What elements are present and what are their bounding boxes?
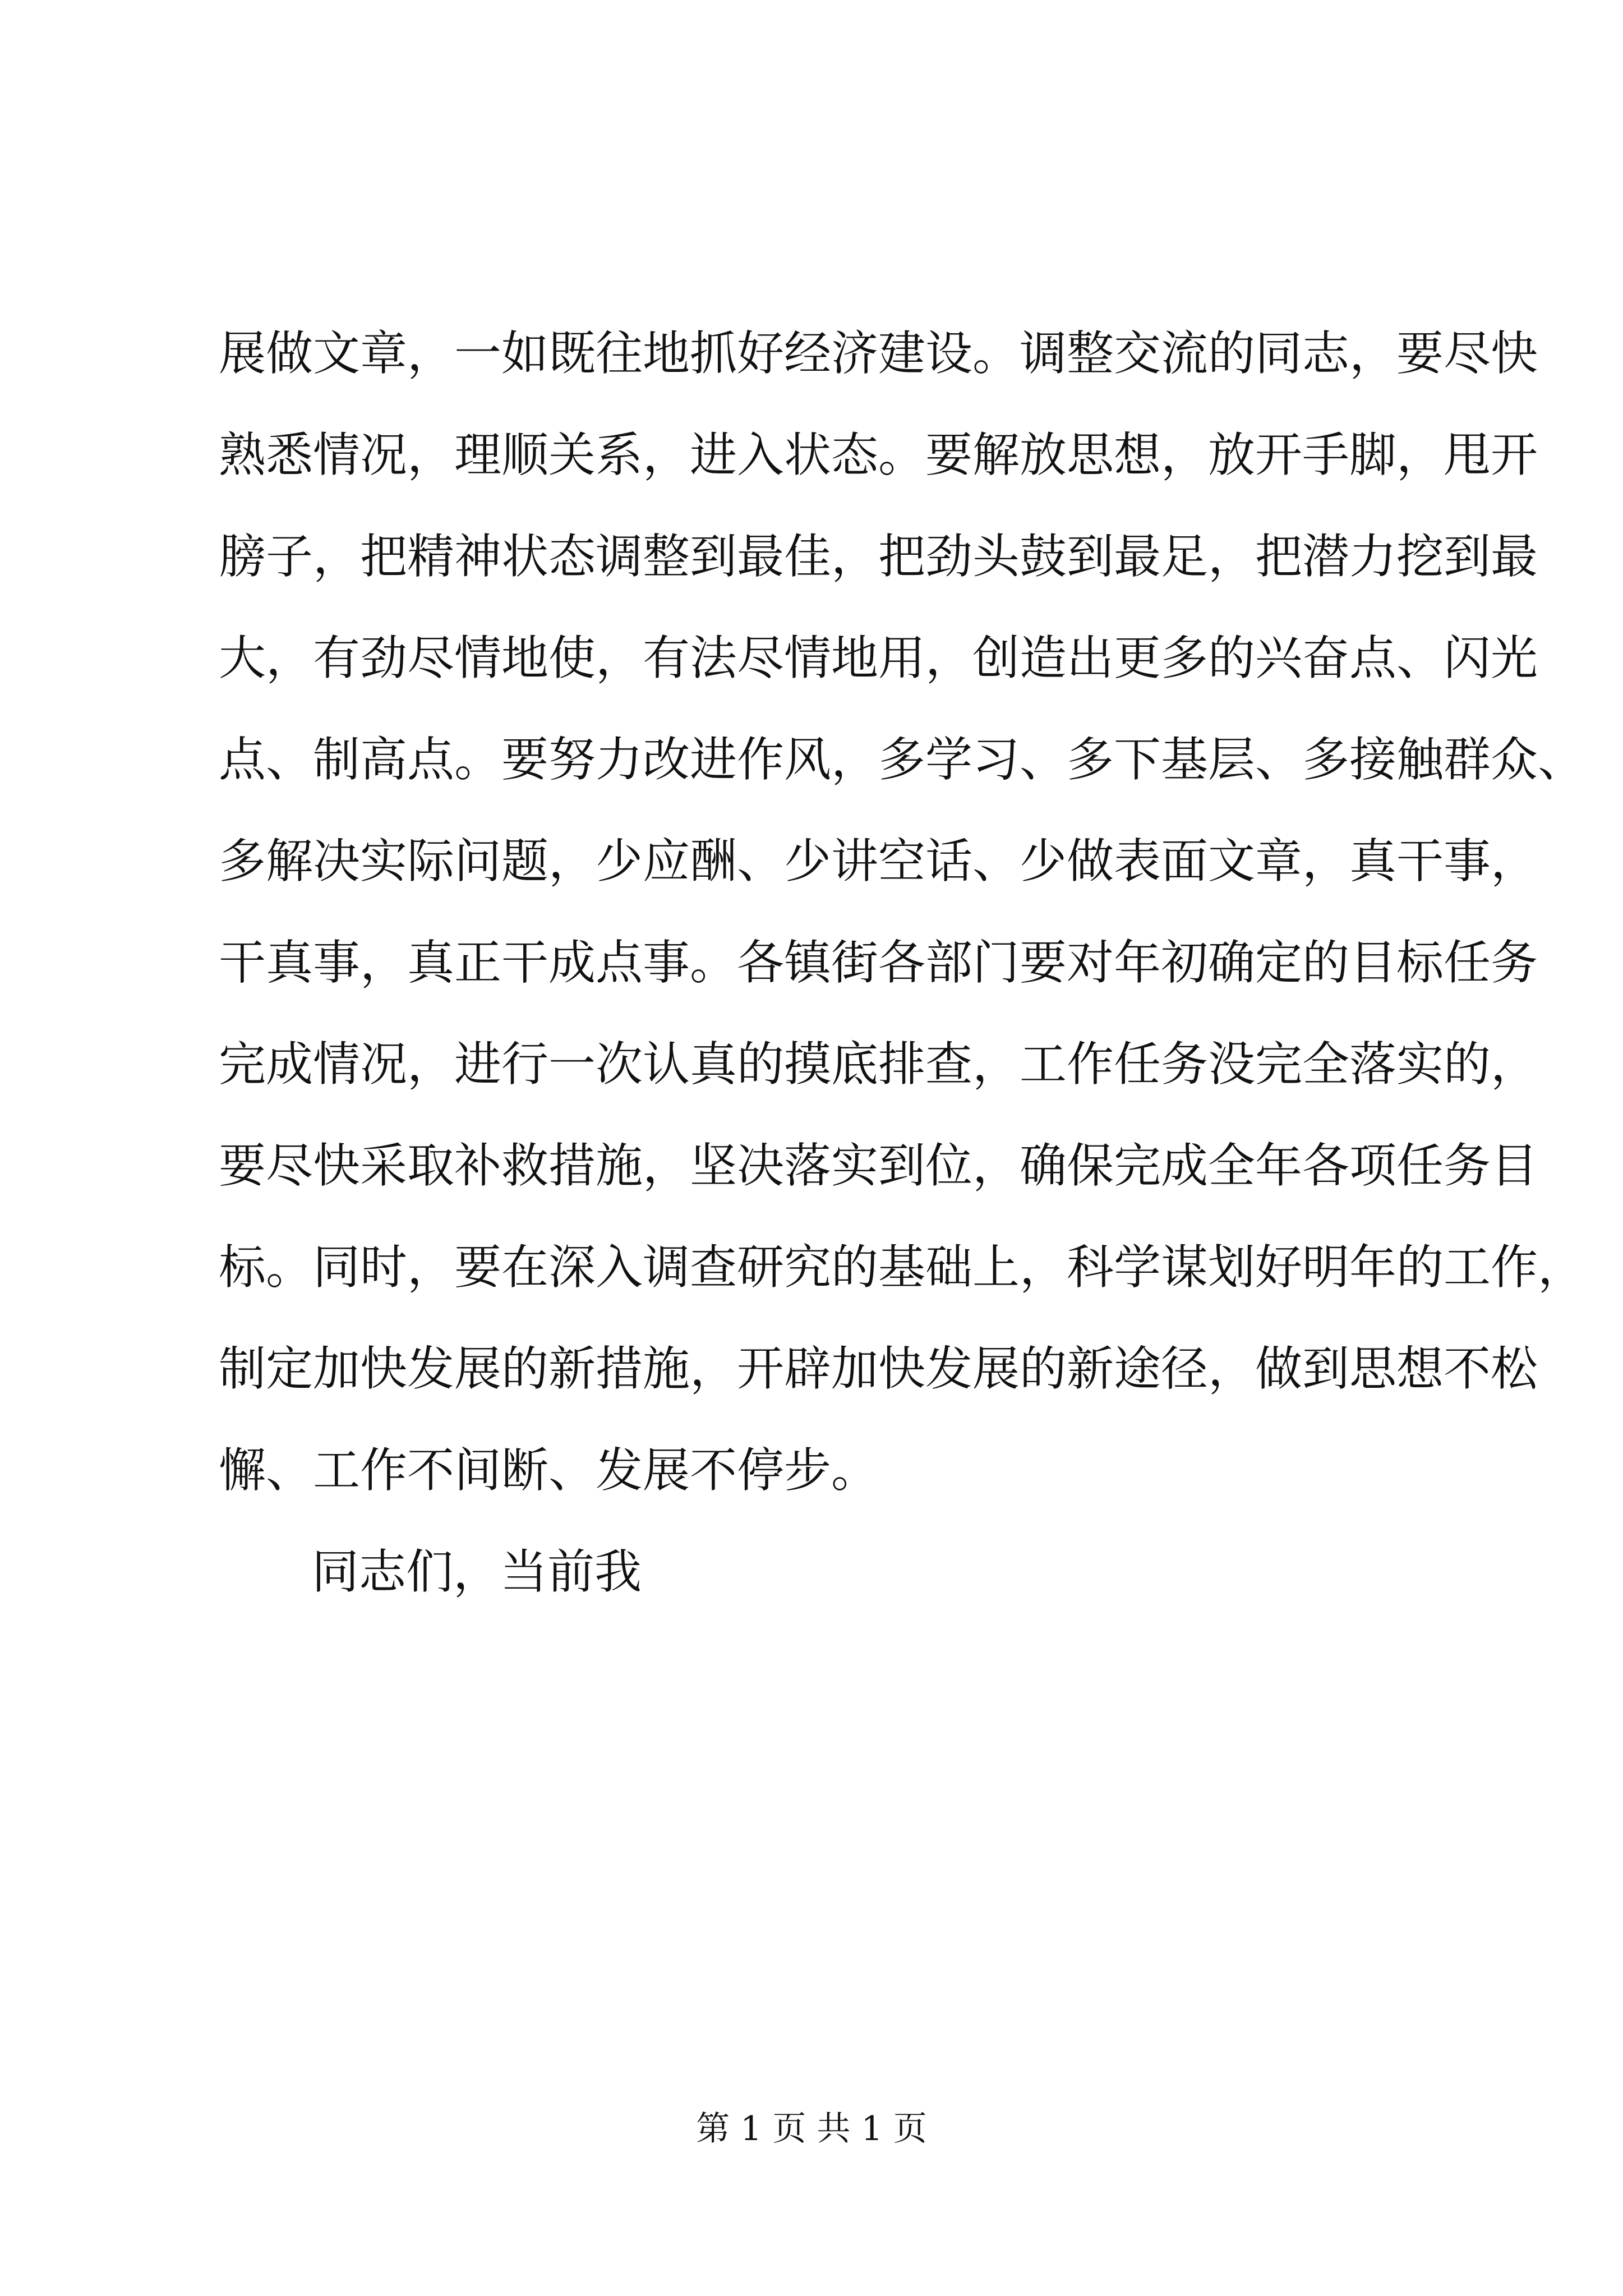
text-line: 要尽快采取补救措施，坚决落实到位，确保完成全年各项任务目 <box>219 1138 1538 1193</box>
text-line: 点、制高点。要努力改进作风，多学习、多下基层、多接触群众、 <box>219 732 1585 787</box>
text-line: 完成情况，进行一次认真的摸底排查，工作任务没完全落实的， <box>219 1037 1538 1092</box>
text-line: 多解决实际问题，少应酬、少讲空话、少做表面文章，真干事， <box>219 834 1538 889</box>
text-line: 制定加快发展的新措施，开辟加快发展的新途径，做到思想不松 <box>219 1341 1538 1396</box>
text-line: 展做文章，一如既往地抓好经济建设。调整交流的同志，要尽快 <box>219 326 1538 381</box>
page-number-footer: 第 1 页 共 1 页 <box>696 2109 927 2148</box>
document-body <box>219 303 1585 1623</box>
text-line: 懈、工作不间断、发展不停步。 <box>219 1443 879 1498</box>
text-line: 熟悉情况，理顺关系，进入状态。要解放思想，放开手脚，甩开 <box>219 427 1538 482</box>
text-line: 干真事，真正干成点事。各镇街各部门要对年初确定的目标任务 <box>219 935 1538 990</box>
paragraph-start: 同志们，当前我 <box>312 1544 642 1599</box>
text-line: 标。同时，要在深入调查研究的基础上，科学谋划好明年的工作， <box>219 1240 1585 1295</box>
text-line: 大，有劲尽情地使，有法尽情地用，创造出更多的兴奋点、闪光 <box>219 631 1538 685</box>
text-line: 膀子，把精神状态调整到最佳，把劲头鼓到最足，把潜力挖到最 <box>219 529 1538 584</box>
